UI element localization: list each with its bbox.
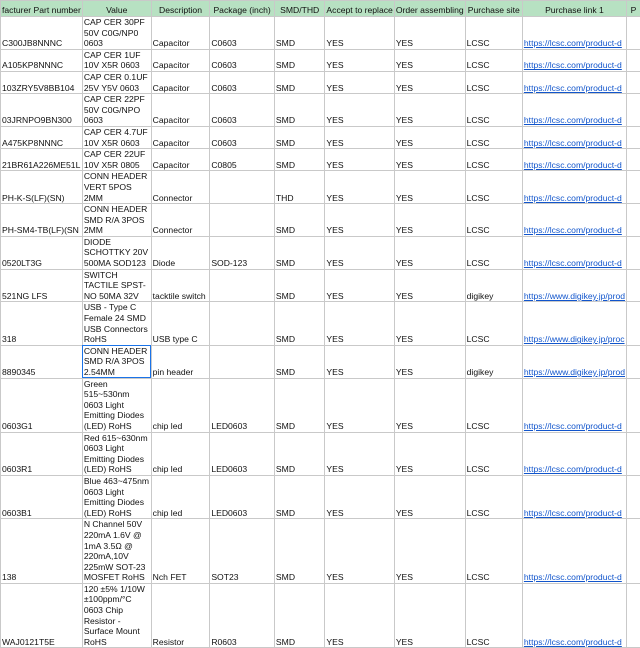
part-number-text: 318 <box>2 334 16 344</box>
cell-accept-replace[interactable]: YES <box>325 94 394 127</box>
cell-purchase-link[interactable]: https://lcsc.com/product-d <box>522 149 626 171</box>
table-row <box>1 204 640 237</box>
cell-smd-thd[interactable]: SMD <box>274 345 325 378</box>
cell-order-assembling[interactable]: YES <box>394 583 465 648</box>
cell-package[interactable]: SOD-123 <box>210 236 275 269</box>
cell-order-assembling[interactable]: YES <box>394 17 465 50</box>
cell-accept-replace[interactable]: YES <box>325 432 394 475</box>
cell-package[interactable]: C0603 <box>210 71 275 93</box>
table-row <box>1 17 640 50</box>
cell-value[interactable]: CAP CER 0.1UF 25V Y5V 0603 <box>82 71 151 93</box>
cell-part-number[interactable] <box>1 236 83 269</box>
cell-smd-thd[interactable]: SMD <box>274 126 325 148</box>
cell-package[interactable]: C0603 <box>210 126 275 148</box>
cell-accept-replace[interactable]: YES <box>325 519 394 584</box>
cell-accept-replace[interactable]: YES <box>325 71 394 93</box>
cell-p[interactable] <box>627 345 640 378</box>
table-row <box>1 149 640 171</box>
cell-package[interactable]: R0603 <box>210 583 275 648</box>
cell-value[interactable]: SWITCH TACTILE SPST-NO 50MA 32V <box>82 269 151 302</box>
part-number-text: 21BR61A226ME51L <box>2 160 80 170</box>
part-number-text: 138 <box>2 572 16 582</box>
cell-purchase-site[interactable]: LCSC <box>465 71 522 93</box>
cell-value[interactable]: 120 ±5% 1/10W ±100ppm/°C 0603 Chip Resistor - Surface Mount RoHS <box>82 583 151 648</box>
part-number-text: PH-K-S(LF)(SN) <box>2 193 65 203</box>
cell-purchase-link[interactable]: https://lcsc.com/product-d <box>522 204 626 237</box>
cell-order-assembling[interactable]: YES <box>394 432 465 475</box>
cell-p[interactable] <box>627 378 640 432</box>
cell-smd-thd[interactable]: SMD <box>274 378 325 432</box>
cell-order-assembling[interactable]: YES <box>394 149 465 171</box>
cell-p[interactable] <box>627 204 640 237</box>
cell-smd-thd[interactable]: SMD <box>274 519 325 584</box>
cell-purchase-site[interactable]: LCSC <box>465 302 522 345</box>
cell-purchase-link[interactable]: https://www.digikey.jp/prod <box>522 269 626 302</box>
part-number-text: A475KP8NNNC <box>2 138 63 148</box>
cell-package[interactable] <box>210 171 275 204</box>
table-row <box>1 269 640 302</box>
cell-package[interactable]: C0603 <box>210 94 275 127</box>
cell-part-number[interactable] <box>1 149 83 171</box>
part-number-text: 8890345 <box>2 367 35 377</box>
cell-accept-replace[interactable]: YES <box>325 475 394 518</box>
cell-accept-replace[interactable]: YES <box>325 149 394 171</box>
cell-value[interactable]: N Channel 50V 220mA 1.6V @ 1mA 3.5Ω @ 220mA,10V 225mW SOT-23 MOSFET RoHS <box>82 519 151 584</box>
cell-smd-thd[interactable]: SMD <box>274 432 325 475</box>
part-number-text: 0603B1 <box>2 508 32 518</box>
cell-smd-thd[interactable]: SMD <box>274 204 325 237</box>
cell-accept-replace[interactable]: YES <box>325 171 394 204</box>
cell-p[interactable] <box>627 519 640 584</box>
cell-value[interactable]: DIODE SCHOTTKY 20V 500MA SOD123 <box>82 236 151 269</box>
cell-value[interactable]: CAP CER 22UF 10V X5R 0805 <box>82 149 151 171</box>
cell-description[interactable]: Diode <box>151 236 210 269</box>
cell-smd-thd[interactable]: SMD <box>274 583 325 648</box>
header-purchase-link-1[interactable]: Purchase link 1 <box>522 1 626 17</box>
part-number-text: 03JRNPO9BN300 <box>2 115 72 125</box>
cell-value[interactable]: CONN HEADER SMD R/A 3POS 2MM <box>82 204 151 237</box>
cell-value[interactable]: Green 515~530nm 0603 Light Emitting Diodes (LED) RoHS <box>82 378 151 432</box>
header-part-number[interactable]: facturer Part number <box>1 1 83 17</box>
cell-accept-replace[interactable]: YES <box>325 583 394 648</box>
cell-description[interactable]: Resistor <box>151 583 210 648</box>
cell-part-number[interactable] <box>1 17 83 50</box>
part-number-text: 103ZRY5V8BB104 <box>2 83 74 93</box>
cell-purchase-link[interactable]: https://lcsc.com/product-d <box>522 236 626 269</box>
table-row <box>1 302 640 345</box>
cell-smd-thd[interactable]: THD <box>274 171 325 204</box>
cell-purchase-link[interactable]: https://www.digikey.jp/proc <box>522 302 626 345</box>
cell-package[interactable]: SOT23 <box>210 519 275 584</box>
cell-order-assembling[interactable]: YES <box>394 71 465 93</box>
cell-description[interactable]: Capacitor <box>151 94 210 127</box>
header-package[interactable]: Package (inch) <box>210 1 275 17</box>
cell-order-assembling[interactable]: YES <box>394 302 465 345</box>
cell-description[interactable]: Capacitor <box>151 71 210 93</box>
cell-p[interactable] <box>627 236 640 269</box>
cell-value[interactable]: CONN HEADER VERT 5POS 2MM <box>82 171 151 204</box>
cell-order-assembling[interactable]: YES <box>394 236 465 269</box>
cell-order-assembling[interactable]: YES <box>394 204 465 237</box>
cell-part-number[interactable] <box>1 583 83 648</box>
cell-order-assembling[interactable]: YES <box>394 378 465 432</box>
cell-purchase-link[interactable]: https://lcsc.com/product-d <box>522 171 626 204</box>
cell-smd-thd[interactable]: SMD <box>274 49 325 71</box>
cell-description[interactable]: chip led <box>151 475 210 518</box>
cell-accept-replace[interactable]: YES <box>325 378 394 432</box>
part-number-text: 0603R1 <box>2 464 32 474</box>
cell-part-number[interactable] <box>1 302 83 345</box>
cell-p[interactable] <box>627 71 640 93</box>
cell-smd-thd[interactable]: SMD <box>274 149 325 171</box>
cell-description[interactable]: Connector <box>151 171 210 204</box>
cell-part-number[interactable] <box>1 49 83 71</box>
cell-smd-thd[interactable]: SMD <box>274 269 325 302</box>
header-smd-thd[interactable]: SMD/THD <box>274 1 325 17</box>
cell-p[interactable] <box>627 269 640 302</box>
cell-smd-thd[interactable]: SMD <box>274 94 325 127</box>
cell-order-assembling[interactable]: YES <box>394 126 465 148</box>
table-row <box>1 519 640 584</box>
cell-purchase-site[interactable]: LCSC <box>465 17 522 50</box>
cell-purchase-link[interactable]: https://lcsc.com/product-d <box>522 17 626 50</box>
cell-part-number[interactable] <box>1 378 83 432</box>
part-number-text: PH-SM4-TB(LF)(SN <box>2 225 79 235</box>
cell-accept-replace[interactable]: YES <box>325 269 394 302</box>
table-row <box>1 71 640 93</box>
cell-value[interactable]: Red 615~630nm 0603 Light Emitting Diodes (LED) RoHS <box>82 432 151 475</box>
cell-package[interactable] <box>210 269 275 302</box>
cell-p[interactable] <box>627 126 640 148</box>
table-row <box>1 171 640 204</box>
header-accept-replace[interactable]: Accept to replace <box>325 1 394 17</box>
cell-p[interactable] <box>627 49 640 71</box>
cell-package[interactable]: LED0603 <box>210 475 275 518</box>
cell-purchase-link[interactable]: https://lcsc.com/product-d <box>522 519 626 584</box>
cell-value[interactable]: CAP CER 1UF 10V X5R 0603 <box>82 49 151 71</box>
header-purchase-site[interactable]: Purchase site <box>465 1 522 17</box>
cell-purchase-site[interactable]: LCSC <box>465 204 522 237</box>
cell-package[interactable]: C0603 <box>210 49 275 71</box>
cell-order-assembling[interactable]: YES <box>394 475 465 518</box>
cell-purchase-site[interactable]: LCSC <box>465 432 522 475</box>
cell-package[interactable]: LED0603 <box>210 432 275 475</box>
cell-description[interactable]: Nch FET <box>151 519 210 584</box>
cell-purchase-site[interactable]: LCSC <box>465 126 522 148</box>
cell-order-assembling[interactable]: YES <box>394 269 465 302</box>
cell-purchase-site[interactable]: LCSC <box>465 475 522 518</box>
cell-accept-replace[interactable]: YES <box>325 126 394 148</box>
cell-p[interactable] <box>627 94 640 127</box>
cell-part-number[interactable] <box>1 71 83 93</box>
cell-part-number[interactable] <box>1 171 83 204</box>
cell-description[interactable]: pin header <box>151 345 210 378</box>
cell-description[interactable]: Connector <box>151 204 210 237</box>
cell-package[interactable]: C0805 <box>210 149 275 171</box>
cell-purchase-site[interactable]: digikey <box>465 269 522 302</box>
table-row <box>1 49 640 71</box>
table-row <box>1 475 640 518</box>
cell-smd-thd[interactable]: SMD <box>274 17 325 50</box>
cell-description[interactable]: tacktile switch <box>151 269 210 302</box>
cell-smd-thd[interactable]: SMD <box>274 475 325 518</box>
cell-purchase-link[interactable]: https://lcsc.com/product-d <box>522 94 626 127</box>
cell-purchase-link[interactable]: https://lcsc.com/product-d <box>522 49 626 71</box>
cell-package[interactable] <box>210 302 275 345</box>
part-number-text: C300JB8NNNC <box>2 38 62 48</box>
cell-description[interactable]: Capacitor <box>151 149 210 171</box>
cell-value[interactable]: CAP CER 4.7UF 10V X5R 0603 <box>82 126 151 148</box>
cell-purchase-link[interactable]: https://lcsc.com/product-d <box>522 71 626 93</box>
cell-part-number[interactable] <box>1 519 83 584</box>
cell-smd-thd[interactable]: SMD <box>274 236 325 269</box>
part-number-text: 521NG LFS <box>2 291 47 301</box>
cell-description[interactable]: Capacitor <box>151 17 210 50</box>
cell-description[interactable]: chip led <box>151 378 210 432</box>
table-row <box>1 432 640 475</box>
cell-value[interactable]: CAP CER 30PF 50V C0G/NP0 0603 <box>82 17 151 50</box>
cell-part-number[interactable] <box>1 475 83 518</box>
cell-package[interactable]: C0603 <box>210 17 275 50</box>
table-row <box>1 345 640 378</box>
header-row <box>1 1 640 17</box>
cell-part-number[interactable] <box>1 204 83 237</box>
table-row <box>1 583 640 648</box>
cell-purchase-link[interactable]: https://lcsc.com/product-d <box>522 583 626 648</box>
table-row <box>1 94 640 127</box>
cell-smd-thd[interactable]: SMD <box>274 71 325 93</box>
header-order-assembling[interactable]: Order assembling <box>394 1 465 17</box>
cell-part-number[interactable] <box>1 126 83 148</box>
cell-order-assembling[interactable]: YES <box>394 345 465 378</box>
part-number-text: WAJ0121T5E <box>2 637 55 647</box>
cell-p[interactable] <box>627 302 640 345</box>
cell-purchase-site[interactable]: LCSC <box>465 94 522 127</box>
cell-description[interactable]: USB type C <box>151 302 210 345</box>
cell-part-number[interactable] <box>1 94 83 127</box>
cell-part-number[interactable] <box>1 269 83 302</box>
cell-p[interactable] <box>627 583 640 648</box>
cell-value[interactable]: USB - Type C Female 24 SMD USB Connectors RoHS <box>82 302 151 345</box>
header-value[interactable]: Value <box>82 1 151 17</box>
cell-purchase-link[interactable]: https://lcsc.com/product-d <box>522 475 626 518</box>
cell-accept-replace[interactable]: YES <box>325 49 394 71</box>
cell-description[interactable]: Capacitor <box>151 49 210 71</box>
cell-smd-thd[interactable]: SMD <box>274 302 325 345</box>
table-row <box>1 126 640 148</box>
header-description[interactable]: Description <box>151 1 210 17</box>
cell-description[interactable]: chip led <box>151 432 210 475</box>
cell-value[interactable]: CONN HEADER SMD R/A 3POS 2.54MM <box>82 345 151 378</box>
cell-package[interactable]: LED0603 <box>210 378 275 432</box>
cell-purchase-site[interactable]: LCSC <box>465 236 522 269</box>
cell-package[interactable] <box>210 345 275 378</box>
cell-accept-replace[interactable]: YES <box>325 345 394 378</box>
cell-order-assembling[interactable]: YES <box>394 171 465 204</box>
cell-accept-replace[interactable]: YES <box>325 236 394 269</box>
cell-description[interactable]: Capacitor <box>151 126 210 148</box>
cell-purchase-site[interactable]: digikey <box>465 345 522 378</box>
cell-value[interactable]: CAP CER 22PF 50V C0G/NPO 0603 <box>82 94 151 127</box>
cell-p[interactable] <box>627 149 640 171</box>
cell-purchase-site[interactable]: LCSC <box>465 171 522 204</box>
cell-p[interactable] <box>627 171 640 204</box>
cell-purchase-site[interactable]: LCSC <box>465 378 522 432</box>
table-row <box>1 236 640 269</box>
part-number-text: 0520LT3G <box>2 258 42 268</box>
cell-accept-replace[interactable]: YES <box>325 204 394 237</box>
cell-part-number[interactable] <box>1 432 83 475</box>
cell-purchase-site[interactable]: LCSC <box>465 583 522 648</box>
cell-part-number[interactable] <box>1 345 83 378</box>
header-p[interactable]: P <box>627 1 640 17</box>
cell-accept-replace[interactable]: YES <box>325 302 394 345</box>
cell-purchase-site[interactable]: LCSC <box>465 519 522 584</box>
cell-purchase-site[interactable]: LCSC <box>465 49 522 71</box>
cell-package[interactable] <box>210 204 275 237</box>
cell-purchase-site[interactable]: LCSC <box>465 149 522 171</box>
cell-p[interactable] <box>627 432 640 475</box>
part-number-text: A105KP8NNNC <box>2 60 63 70</box>
cell-order-assembling[interactable]: YES <box>394 519 465 584</box>
cell-order-assembling[interactable]: YES <box>394 49 465 71</box>
cell-purchase-link[interactable]: https://lcsc.com/product-d <box>522 378 626 432</box>
cell-purchase-link[interactable]: https://lcsc.com/product-d <box>522 432 626 475</box>
cell-purchase-link[interactable]: https://lcsc.com/product-d <box>522 126 626 148</box>
cell-purchase-link[interactable]: https://www.digikey.jp/prod <box>522 345 626 378</box>
cell-p[interactable] <box>627 475 640 518</box>
cell-order-assembling[interactable]: YES <box>394 94 465 127</box>
cell-accept-replace[interactable]: YES <box>325 17 394 50</box>
table-row <box>1 378 640 432</box>
part-number-text: 0603G1 <box>2 421 33 431</box>
cell-p[interactable] <box>627 17 640 50</box>
cell-value[interactable]: Blue 463~475nm 0603 Light Emitting Diodes (LED) RoHS <box>82 475 151 518</box>
